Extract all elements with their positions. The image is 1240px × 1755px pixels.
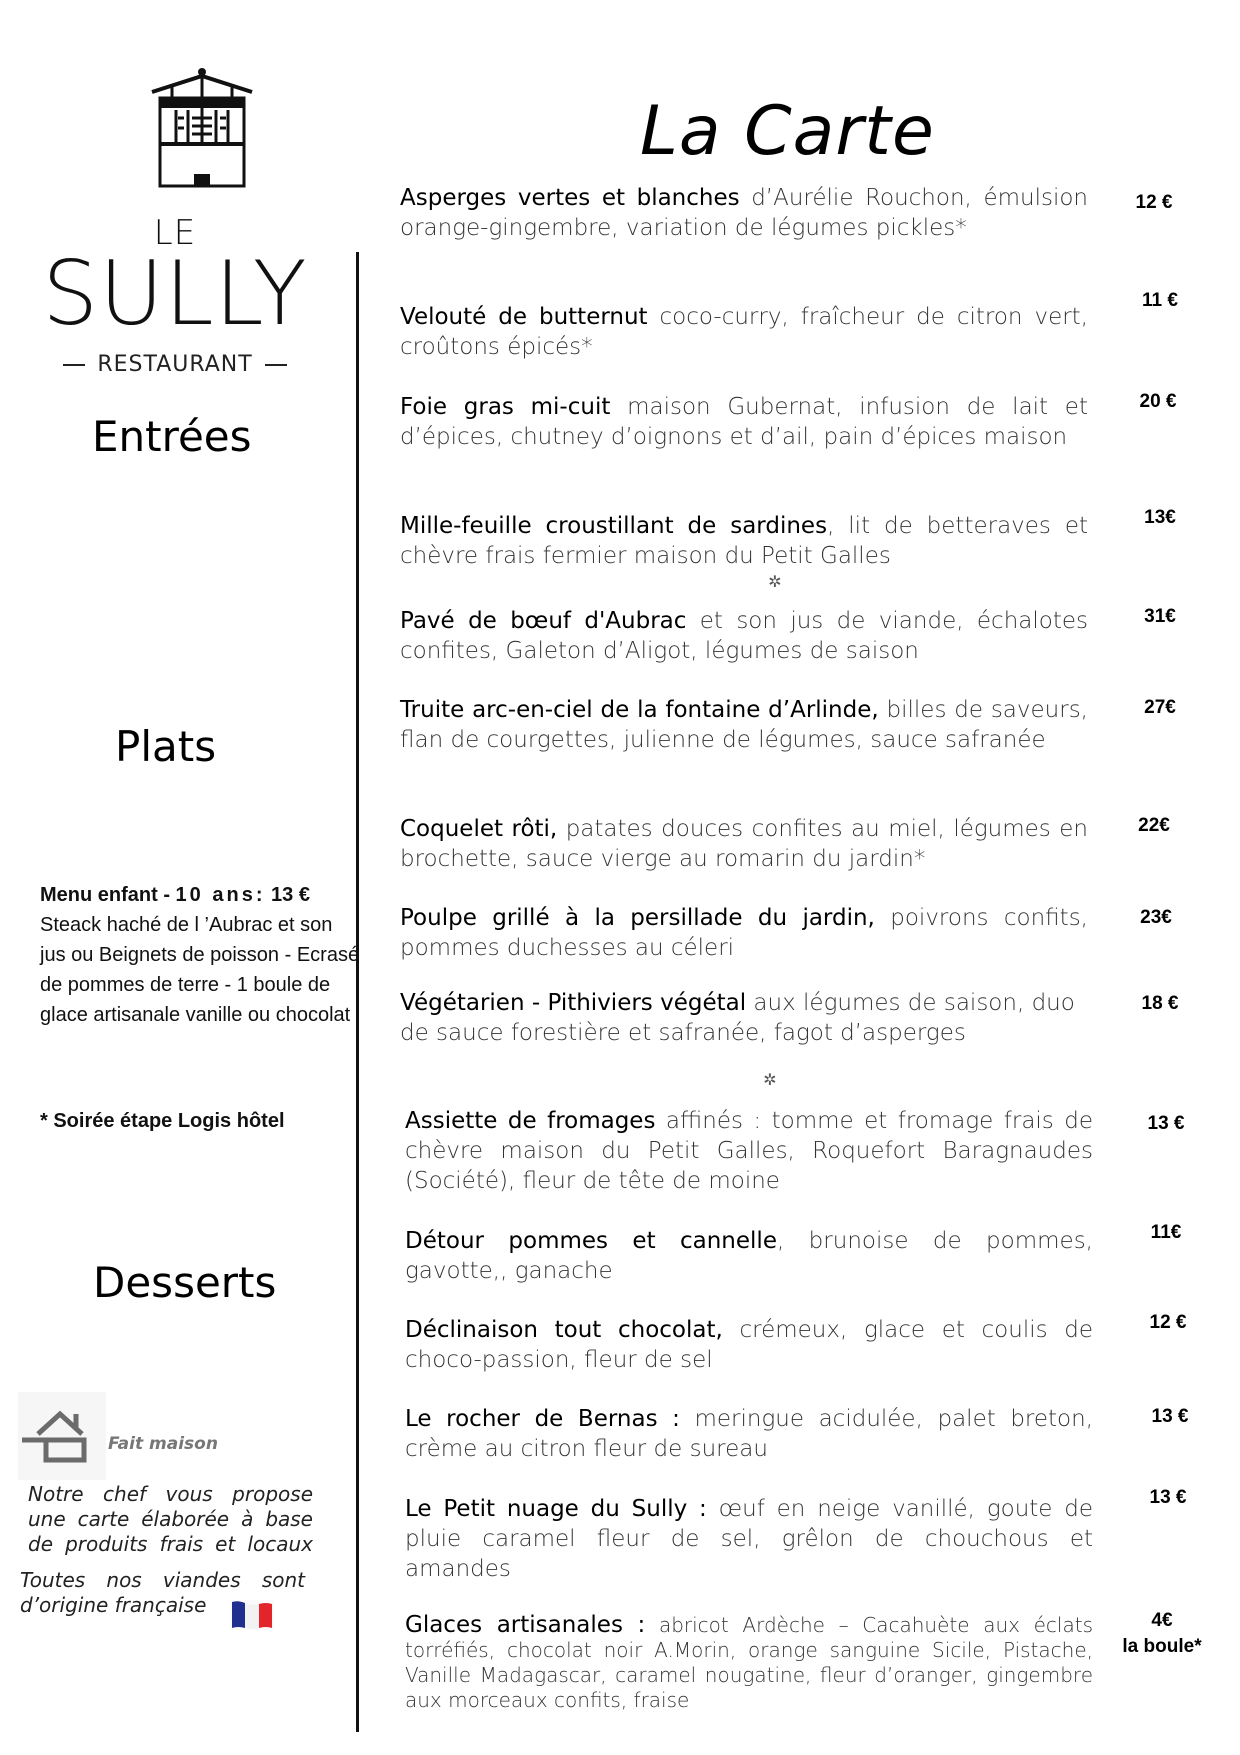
logo-sully: SULLY <box>42 242 308 345</box>
dish-price: 22€ <box>1138 815 1170 836</box>
dish-price: 13€ <box>1144 507 1176 528</box>
menu-item <box>400 392 1088 452</box>
fait-maison-label: Fait maison <box>108 1434 218 1454</box>
dish-price: 31€ <box>1144 606 1176 627</box>
dish-name: Détour pommes et cannelle <box>405 1228 777 1254</box>
kids-menu-price: 13 € <box>271 884 310 906</box>
menu-item <box>405 1106 1093 1196</box>
soiree-note: * Soirée étape Logis hôtel <box>40 1110 285 1132</box>
menu-item <box>400 302 1088 362</box>
dish-name: Coquelet rôti, <box>400 816 558 842</box>
dish-desc: meringue acidulée, palet breton, crème au citron fleur de sureau <box>405 1406 1093 1462</box>
dish-desc: d’Aurélie Rouchon, émulsion orange-gingembre, variation de légumes pickles* <box>400 185 1088 241</box>
dish-desc: crémeux, glace et coulis de choco-passion, fleur de sel <box>405 1317 1093 1373</box>
house-pan-icon <box>18 1392 106 1480</box>
dish-desc: aux légumes de saison, duo de sauce forestière et safranée, fagot d’asperges <box>400 990 1075 1046</box>
kids-menu-age: 10 ans: <box>175 884 266 906</box>
dish-desc: coco-curry, fraîcheur de citron vert, croûtons épicés* <box>400 304 1089 360</box>
dish-name: Poulpe grillé à la persillade du jardin, <box>400 905 875 931</box>
dish-name: Assiette de fromages <box>405 1108 656 1134</box>
section-heading-entrees: Entrées <box>92 412 252 461</box>
dish-name: Velouté de butternut <box>400 304 648 330</box>
dish-price: 13 € <box>1149 1487 1187 1508</box>
menu-item <box>405 1226 1093 1286</box>
meat-origin-line2: d’origine française <box>20 1593 207 1617</box>
menu-item <box>400 183 1088 243</box>
dish-desc: abricot Ardèche – Cacahuète aux éclats torréfiés, chocolat noir A.Morin, orange sanguine Sicile, Pistache, Vanille Madagascar, caramel nougatine, fleur d’oranger, gingembre aux morceaux confits, fraise <box>405 1613 1093 1712</box>
sparkle-ornament-icon: ✲ <box>768 572 782 591</box>
dish-price: 12 € <box>1135 192 1173 213</box>
dish-price: 4€ <box>1151 1610 1173 1631</box>
section-heading-desserts: Desserts <box>93 1258 277 1307</box>
dish-price: 13 € <box>1151 1406 1189 1427</box>
menu-item <box>400 511 1088 571</box>
menu-item <box>400 903 1088 963</box>
dish-name: Le Petit nuage du Sully : <box>405 1496 707 1522</box>
kids-menu-heading <box>40 880 360 910</box>
dish-name: Le rocher de Bernas : <box>405 1406 680 1432</box>
dish-price-note: la boule* <box>1122 1636 1202 1657</box>
french-flag-icon <box>230 1600 274 1630</box>
dish-price: 13 € <box>1147 1113 1185 1134</box>
dish-desc: affinés : tomme et fromage frais de chèvre maison du Petit Galles, Roquefort Baragnaudes (Société), fleur de tête de moine <box>405 1108 1094 1194</box>
dish-desc: billes de saveurs, flan de courgettes, julienne de légumes, sauce safranée <box>400 697 1088 753</box>
dish-name: Déclinaison tout chocolat, <box>405 1317 723 1343</box>
menu-item <box>400 988 1088 1048</box>
dish-name: Foie gras mi-cuit <box>400 394 611 420</box>
kids-menu-label: Menu enfant - <box>40 884 176 906</box>
dish-name: Pavé de bœuf d'Aubrac <box>400 608 687 634</box>
logo-le: LE <box>153 213 197 253</box>
menu-item <box>400 695 1088 755</box>
dish-desc: maison Gubernat, infusion de lait et d’épices, chutney d’oignons et d’ail, pain d’épices maison <box>400 394 1088 450</box>
menu-item <box>405 1494 1093 1584</box>
dish-price: 12 € <box>1149 1312 1187 1333</box>
dish-price: 20 € <box>1139 391 1177 412</box>
logo-subtitle <box>30 352 320 377</box>
menu-item <box>400 606 1088 666</box>
page-title: La Carte <box>640 92 935 171</box>
dish-name: Mille-feuille croustillant de sardines <box>400 513 828 539</box>
menu-item <box>400 814 1088 874</box>
dish-price: 23€ <box>1140 907 1172 928</box>
dish-name: Asperges vertes et blanches <box>400 185 740 211</box>
house-logo-icon <box>150 66 254 190</box>
dash-decoration <box>265 364 287 366</box>
dish-desc: œuf en neige vanillé, goute de pluie caramel fleur de sel, grêlon de chouchous et amandes <box>405 1496 1094 1582</box>
dish-price: 27€ <box>1144 697 1176 718</box>
dish-desc: , lit de betteraves et chèvre frais fermier maison du Petit Galles <box>400 513 1088 569</box>
dish-price: 18 € <box>1141 993 1179 1014</box>
logo-subtitle-text: RESTAURANT <box>97 352 253 377</box>
menu-item <box>405 1404 1093 1464</box>
dish-name: Truite arc-en-ciel de la fontaine d’Arlinde, <box>400 697 879 723</box>
dish-name: Glaces artisanales : <box>405 1612 646 1638</box>
dash-decoration <box>63 364 85 366</box>
menu-item <box>405 1315 1093 1375</box>
fait-maison-badge <box>18 1392 318 1482</box>
dish-price: 11€ <box>1150 1222 1182 1243</box>
dish-desc: , brunoise de pommes, gavotte,, ganache <box>405 1228 1093 1284</box>
meat-origin-line1: Toutes nos viandes sont <box>20 1568 305 1592</box>
kids-menu <box>40 880 360 1030</box>
dish-price: 11 € <box>1142 290 1178 311</box>
chef-note: Notre chef vous propose une carte élaborée à base de produits frais et locaux <box>28 1482 313 1556</box>
menu-item <box>405 1613 1093 1713</box>
section-heading-plats: Plats <box>115 722 217 771</box>
dish-desc: poivrons confits, pommes duchesses au céleri <box>400 905 1088 961</box>
dish-name: Végétarien - Pithiviers végétal <box>400 990 747 1016</box>
dish-desc: et son jus de viande, échalotes confites, Galeton d’Aligot, légumes de saison <box>400 608 1088 664</box>
dish-desc: patates douces confites au miel, légumes en brochette, sauce vierge au romarin du jardin* <box>400 816 1088 872</box>
sparkle-ornament-icon: ✲ <box>763 1070 777 1089</box>
restaurant-logo <box>30 30 320 377</box>
kids-menu-desc: Steack haché de l ’Aubrac et son jus ou Beignets de poisson - Ecrasé de pommes de terre - 1 boule de glace artisanale vanille ou chocolat <box>40 914 360 1026</box>
